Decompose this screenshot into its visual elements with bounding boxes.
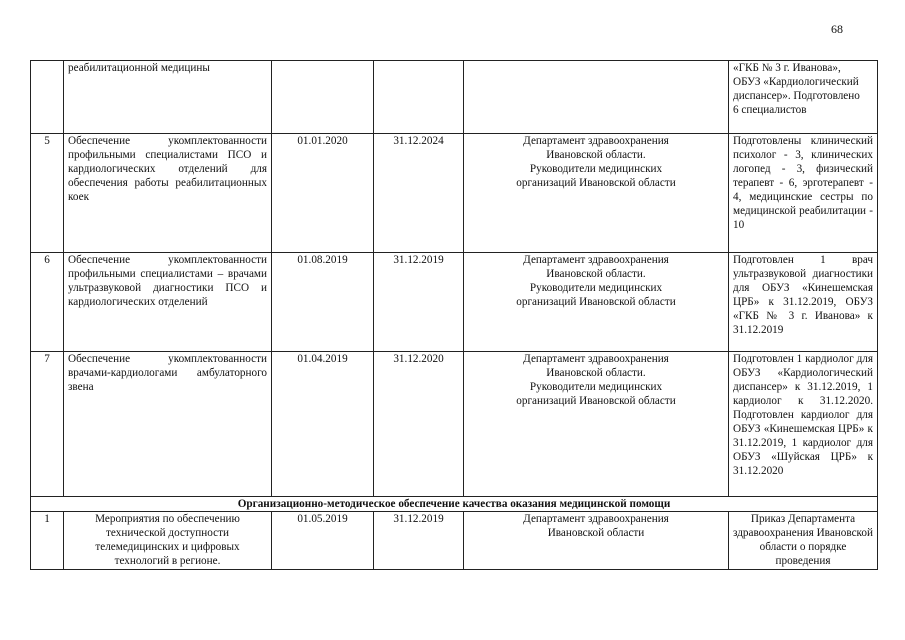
executor-cell: Департамент здравоохранения Ивановской области [464,512,729,570]
row-number: 1 [31,512,64,570]
end-date-cell: 31.12.2019 [374,253,464,352]
end-date-cell: 31.12.2024 [374,134,464,253]
start-date-cell: 01.01.2020 [272,134,374,253]
executor-cell [464,61,729,134]
result-cell: Подготовлены клинический психолог - 3, клинических логопед - 3, физический терапевт - 6, эрготерапевт - 4, медицинские сестры по медицинской реабилитации - 10 [729,134,878,253]
activity-cell: Обеспечение укомплектованности профильными специалистами ПСО и кардиологических отделений для обеспечения работы реабилитационных коек [64,134,272,253]
start-date-cell: 01.04.2019 [272,352,374,497]
activity-cell: Обеспечение укомплектованности профильными специалистами – врачами ультразвуковой диагностики ПСО и кардиологических отделений [64,253,272,352]
result-cell: «ГКБ № 3 г. Иванова», ОБУЗ «Кардиологический диспансер». Подготовлено 6 специалистов [729,61,878,134]
row-number: 5 [31,134,64,253]
end-date-cell: 31.12.2020 [374,352,464,497]
executor-cell: Департамент здравоохранения Ивановской области. Руководители медицинских организаций Ивановской области [464,253,729,352]
executor-cell: Департамент здравоохранения Ивановской области. Руководители медицинских организаций Ивановской области [464,134,729,253]
start-date-cell: 01.08.2019 [272,253,374,352]
table-row [31,134,878,253]
end-date-cell: 31.12.2019 [374,512,464,570]
start-date-cell [272,61,374,134]
result-cell: Приказ Департамента здравоохранения Ивановской области о порядке проведения [729,512,878,570]
activity-cell: Мероприятия по обеспечению технической доступности телемедицинских и цифровых технологий в регионе. [64,512,272,570]
row-number: 6 [31,253,64,352]
page-number: 68 [831,22,843,36]
start-date-cell: 01.05.2019 [272,512,374,570]
executor-cell: Департамент здравоохранения Ивановской области. Руководители медицинских организаций Ивановской области [464,352,729,497]
end-date-cell [374,61,464,134]
activity-cell: реабилитационной медицины [64,61,272,134]
table-row [31,61,878,134]
row-number [31,61,64,134]
plan-table [30,60,878,570]
table-row [31,512,878,570]
row-number: 7 [31,352,64,497]
result-cell: Подготовлен 1 врач ультразвуковой диагностики для ОБУЗ «Кинешемская ЦРБ» к 31.12.2019, ОБУЗ «ГКБ № 3 г. Иванова» к 31.12.2019 [729,253,878,352]
section-header-row [31,497,878,512]
table-row [31,253,878,352]
result-cell: Подготовлен 1 кардиолог для ОБУЗ «Кардиологический диспансер» к 31.12.2019, 1 кардиолог к 31.12.2020. Подготовлен кардиолог для ОБУЗ «Кинешемская ЦРБ» к 31.12.2019, 1 кардиолог для ОБУЗ «Шуйская ЦРБ» к 31.12.2020 [729,352,878,497]
table-row [31,352,878,497]
section-title: Организационно-методическое обеспечение качества оказания медицинской помощи [31,497,878,512]
activity-cell: Обеспечение укомплектованности врачами-кардиологами амбулаторного звена [64,352,272,497]
